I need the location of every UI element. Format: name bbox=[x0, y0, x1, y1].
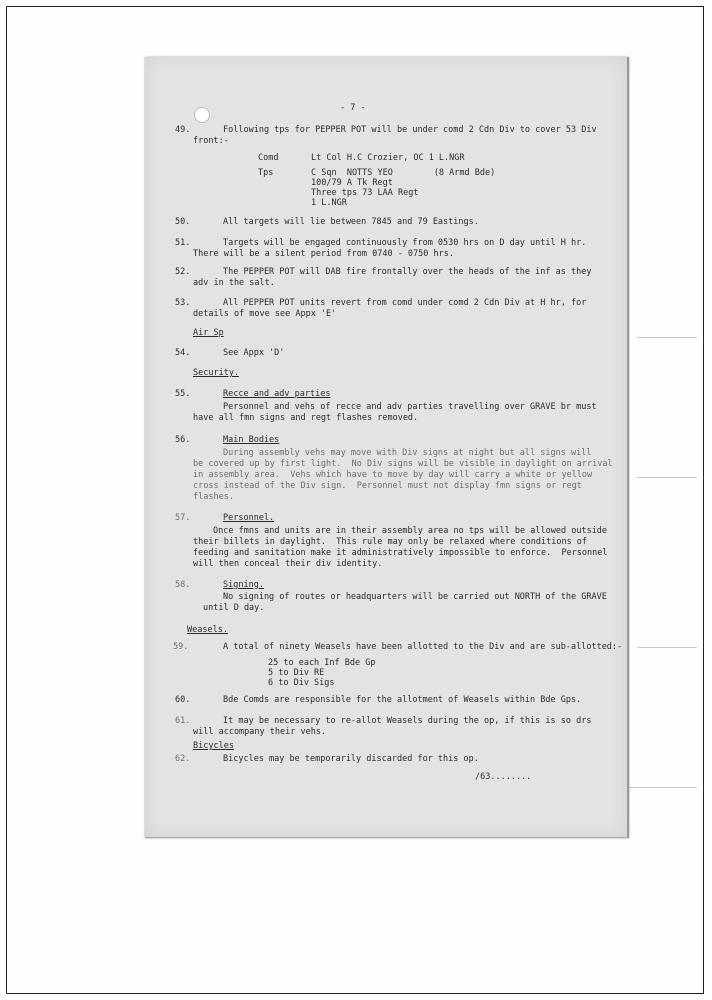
section-heading: Air Sp bbox=[193, 328, 224, 338]
sub-heading: Personnel. bbox=[223, 513, 275, 523]
tps-label: Tps bbox=[258, 168, 274, 178]
para-number: 57. bbox=[175, 513, 191, 523]
para-text: All targets will lie between 7845 and 79 Eastings. bbox=[223, 217, 479, 227]
para-text: front:- bbox=[193, 136, 229, 146]
sub-heading: Signing. bbox=[223, 580, 264, 590]
allot-line: 6 to Div Sigs bbox=[268, 678, 335, 688]
para-number: 59. bbox=[173, 642, 189, 652]
para-number: 50. bbox=[175, 217, 191, 227]
para-text: in assembly area. Vehs which have to move by day will carry a white or yellow bbox=[193, 470, 593, 480]
para-text: until D day. bbox=[203, 603, 265, 613]
para-text: details of move see Appx 'E' bbox=[193, 309, 337, 319]
para-text: cross instead of the Div sign. Personnel must not display fmn signs or regt bbox=[193, 481, 582, 491]
para-text: feeding and sanitation make it administratively impossible to enforce. Personnel bbox=[193, 548, 608, 558]
para-text: Bde Comds are responsible for the allotment of Weasels within Bde Gps. bbox=[223, 695, 582, 705]
para-text: have all fmn signs and regt flashes removed. bbox=[193, 413, 419, 423]
sub-heading: Recce and adv parties bbox=[223, 389, 331, 399]
tps-line: 1 L.NGR bbox=[311, 198, 347, 208]
para-number: 58. bbox=[175, 580, 191, 590]
scan-mark bbox=[629, 787, 697, 788]
continuation-marker: /63........ bbox=[475, 772, 532, 782]
para-number: 51. bbox=[175, 238, 191, 248]
sub-heading: Main Bodies bbox=[223, 435, 280, 445]
para-number: 61. bbox=[175, 716, 191, 726]
para-text: be covered up by first light. No Div signs will be visible in daylight on arrival bbox=[193, 459, 613, 469]
para-text: adv in the salt. bbox=[193, 278, 275, 288]
para-text: Once fmns and units are in their assembly area no tps will be allowed outside bbox=[213, 526, 608, 536]
punch-hole bbox=[194, 107, 210, 123]
tps-line: C Sqn NOTTS YEO (8 Armd Bde) bbox=[311, 168, 496, 178]
para-text: No signing of routes or headquarters will be carried out NORTH of the GRAVE bbox=[223, 592, 607, 602]
comd-label: Comd bbox=[258, 153, 279, 163]
para-number: 55. bbox=[175, 389, 191, 399]
para-text: their billets in daylight. This rule may only be relaxed where conditions of bbox=[193, 537, 588, 547]
para-text: There will be a silent period from 0740 - 0750 hrs. bbox=[193, 249, 454, 259]
scan-mark bbox=[637, 647, 697, 648]
tps-line: 100/79 A Tk Regt bbox=[311, 178, 393, 188]
para-text: Targets will be engaged continuously from 0530 hrs on D day until H hr. bbox=[223, 238, 587, 248]
section-heading: Bicycles bbox=[193, 741, 234, 751]
section-heading: Security. bbox=[193, 368, 240, 378]
para-text: flashes. bbox=[193, 492, 234, 502]
para-text: Following tps for PEPPER POT will be under comd 2 Cdn Div to cover 53 Div bbox=[223, 125, 597, 135]
scan-mark bbox=[637, 477, 697, 478]
tps-line: Three tps 73 LAA Regt bbox=[311, 188, 419, 198]
scan-mark bbox=[637, 337, 697, 338]
para-number: 60. bbox=[175, 695, 191, 705]
para-number: 52. bbox=[175, 267, 191, 277]
para-number: 56. bbox=[175, 435, 191, 445]
comd-value: Lt Col H.C Crozier, OC 1 L.NGR bbox=[311, 153, 465, 163]
para-text: will then conceal their div identity. bbox=[193, 559, 383, 569]
para-text: During assembly vehs may move with Div signs at night but all signs will bbox=[223, 448, 592, 458]
para-number: 53. bbox=[175, 298, 191, 308]
para-text: will accompany their vehs. bbox=[193, 727, 327, 737]
para-text: See Appx 'D' bbox=[223, 348, 285, 358]
para-text: All PEPPER POT units revert from comd under comd 2 Cdn Div at H hr, for bbox=[223, 298, 587, 308]
para-text: A total of ninety Weasels have been allotted to the Div and are sub-allotted:- bbox=[223, 642, 623, 652]
allot-line: 5 to Div RE bbox=[268, 668, 325, 678]
allot-line: 25 to each Inf Bde Gp bbox=[268, 658, 376, 668]
para-text: Personnel and vehs of recce and adv parties travelling over GRAVE br must bbox=[223, 402, 597, 412]
para-text: It may be necessary to re-allot Weasels during the op, if this is so drs bbox=[223, 716, 592, 726]
page-number: - 7 - bbox=[340, 103, 366, 113]
section-heading: Weasels. bbox=[187, 625, 228, 635]
para-number: 54. bbox=[175, 348, 191, 358]
para-number: 49. bbox=[175, 125, 191, 135]
para-text: Bicycles may be temporarily discarded for this op. bbox=[223, 754, 479, 764]
para-number: 62. bbox=[175, 754, 191, 764]
para-text: The PEPPER POT will DAB fire frontally over the heads of the inf as they bbox=[223, 267, 592, 277]
document-sheet bbox=[145, 57, 629, 838]
